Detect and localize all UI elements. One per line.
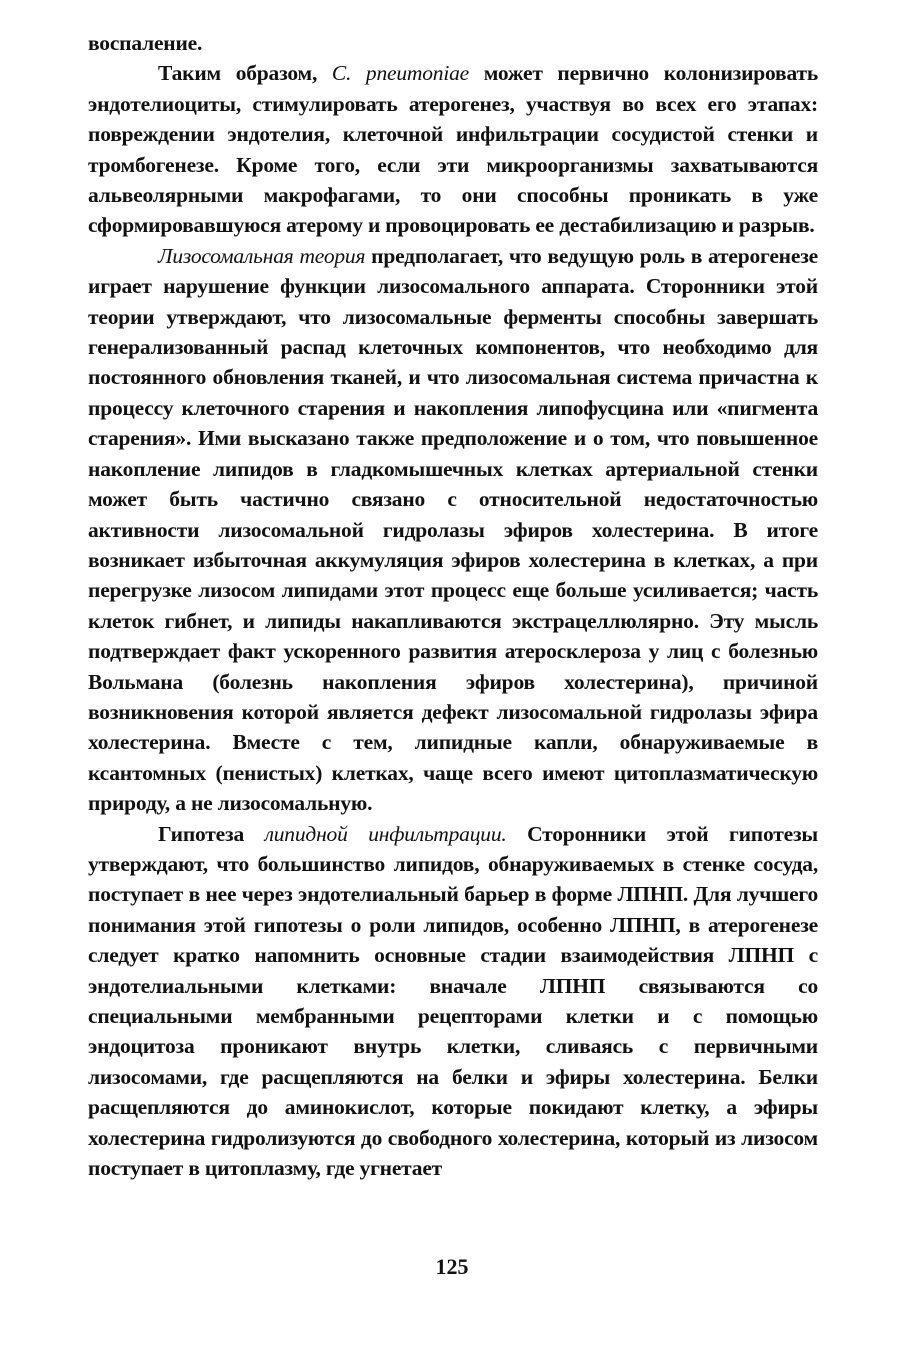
paragraph-lipid-infiltration bbox=[88, 819, 818, 1184]
paragraph-3-lead: Гипотеза bbox=[158, 821, 265, 846]
paragraph-3-body: Сторонники этой гипотезы утверждают, что большинство липидов, обнаруживаемых в стенке сосуда, поступает в нее через эндотелиальный барьер в форме ЛПНП. Для лучшего понимания этой гипотезы о роли липидов, особенно ЛПНП, в атерогенезе следует кратко напомнить основные стадии взаимодействия ЛПНП с эндотелиальными клетками: вначале ЛПНП связываются со специальными мембранными рецепторами клетки и с помощью эндоцитоза проникают внутрь клетки, сливаясь с первичными лизосомами, где расщепляются на белки и эфиры холестерина. Белки расщепляются до аминокислот, которые покидают клетку, а эфиры холестерина гидролизуются до свободного холестерина, который из лизосом поступает в цитоплазму, где угнетает bbox=[88, 821, 818, 1181]
continued-text: воспаление. bbox=[88, 31, 203, 55]
paragraph-chlamydia bbox=[88, 58, 818, 240]
paragraph-2-body: предполагает, что ведущую роль в атерогенезе играет нарушение функции лизосомального аппарата. Сторонники этой теории утверждают, что лизосомальные ферменты способны завершать генерализованный распад клеточных компонентов, что необходимо для постоянного обновления тканей, и что лизосомальная система причастна к процессу клеточного старения и накопления липофусцина или «пигмента старения». Ими высказано также предположение и о том, что повышенное накопление липидов в гладкомышечных клетках артериальной стенки может быть частично связано с относительной недостаточностью активности лизосомальной гидролазы эфиров холестерина. В итоге возникает избыточная аккумуляция эфиров холестерина в клетках, а при перегрузке лизосом липидами этот процесс еще больше усиливается; часть клеток гибнет, и липиды накапливаются экстрацеллюлярно. Эту мысль подтверждает факт ускоренного развития атеросклероза у лиц с болезнью Вольмана (болезнь накопления эфиров холестерина), причиной возникновения которой является дефект лизосомальной гидролазы эфира холестерина. Вместе с тем, липидные капли, обнаруживаемые в ксантомных (пенистых) клетках, чаще всего имеют цитоплазматическую природу, а не лизосомальную. bbox=[88, 243, 818, 816]
lipid-infiltration-heading: липидной инфильтрации. bbox=[264, 821, 507, 846]
lysosomal-theory-heading: Лизосомальная теория bbox=[158, 243, 366, 268]
page-number: 125 bbox=[435, 1254, 469, 1279]
species-name: C. pneumoniae bbox=[331, 61, 470, 86]
paragraph-lysosomal-theory bbox=[88, 241, 818, 819]
page-body bbox=[88, 28, 818, 1183]
paragraph-1-body: может первично колонизировать эндотелиоциты, стимулировать атерогенез, участвуя во всех его этапах: повреждении эндотелия, клеточной инфильтрации сосудистой стенки и тромбогенезе. Кроме того, если эти микроорганизмы захватываются альвеолярными макрофагами, то они способны проникать в уже сформировавшуюся атерому и провоцировать ее дестабилизацию и разрыв. bbox=[88, 61, 818, 238]
paragraph-1-lead: Таким образом, bbox=[158, 61, 332, 86]
